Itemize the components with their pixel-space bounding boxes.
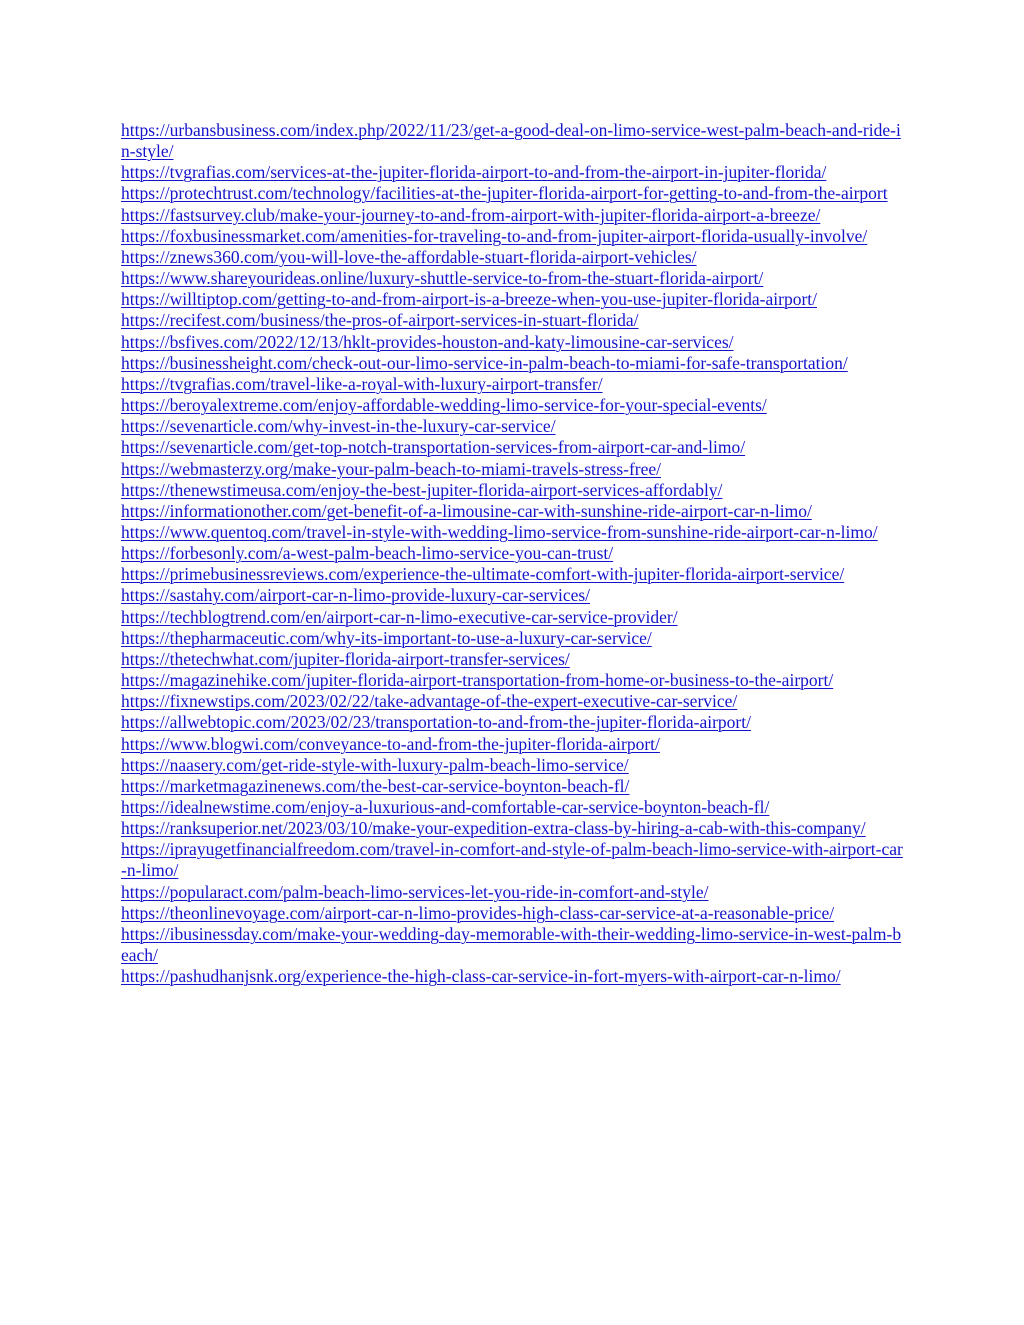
list-item	[121, 332, 906, 353]
list-item	[121, 628, 906, 649]
list-item	[121, 776, 906, 797]
link-28[interactable]: https://allwebtopic.com/2023/02/23/transportation-to-and-from-the-jupiter-florida-airport/	[121, 712, 751, 733]
link-26[interactable]: https://magazinehike.com/jupiter-florida-airport-transportation-from-home-or-business-to-the-airport/	[121, 670, 834, 691]
list-item	[121, 691, 906, 712]
link-22[interactable]: https://sastahy.com/airport-car-n-limo-provide-luxury-car-services/	[121, 585, 591, 606]
link-21[interactable]: https://primebusinessreviews.com/experience-the-ultimate-comfort-with-jupiter-florida-airport-service/	[121, 564, 845, 585]
link-1[interactable]: https://urbansbusiness.com/index.php/2022/11/23/get-a-good-deal-on-limo-service-west-palm-beach-and-ride-in-style/	[121, 120, 901, 162]
link-29[interactable]: https://www.blogwi.com/conveyance-to-and-from-the-jupiter-florida-airport/	[121, 733, 660, 754]
list-item	[121, 797, 906, 818]
list-item	[121, 670, 906, 691]
link-27[interactable]: https://fixnewstips.com/2023/02/22/take-advantage-of-the-expert-executive-car-service/	[121, 691, 738, 712]
link-25[interactable]: https://thetechwhat.com/jupiter-florida-airport-transfer-services/	[121, 648, 570, 669]
link-36[interactable]: https://theonlinevoyage.com/airport-car-n-limo-provides-high-class-car-service-at-a-reasonable-price/	[121, 902, 835, 923]
link-30[interactable]: https://naasery.com/get-ride-style-with-luxury-palm-beach-limo-service/	[121, 754, 629, 775]
list-item	[121, 839, 906, 881]
link-35[interactable]: https://popularact.com/palm-beach-limo-services-let-you-ride-in-comfort-and-style/	[121, 881, 709, 902]
list-item	[121, 268, 906, 289]
link-list	[121, 120, 906, 987]
list-item	[121, 818, 906, 839]
link-24[interactable]: https://thepharmaceutic.com/why-its-important-to-use-a-luxury-car-service/	[121, 627, 652, 648]
list-item	[121, 437, 906, 458]
list-item	[121, 120, 906, 162]
list-item	[121, 501, 906, 522]
list-item	[121, 755, 906, 776]
list-item	[121, 924, 906, 966]
link-6[interactable]: https://znews360.com/you-will-love-the-affordable-stuart-florida-airport-vehicles/	[121, 246, 697, 267]
link-4[interactable]: https://fastsurvey.club/make-your-journey-to-and-from-airport-with-jupiter-florida-airport-a-breeze/	[121, 204, 821, 225]
list-item	[121, 903, 906, 924]
link-23[interactable]: https://techblogtrend.com/en/airport-car-n-limo-executive-car-service-provider/	[121, 606, 678, 627]
list-item	[121, 162, 906, 183]
list-item	[121, 712, 906, 733]
link-38[interactable]: https://pashudhanjsnk.org/experience-the-high-class-car-service-in-fort-myers-with-airport-car-n-limo/	[121, 966, 841, 987]
link-19[interactable]: https://www.quentoq.com/travel-in-style-with-wedding-limo-service-from-sunshine-ride-airport-car-n-limo/	[121, 521, 878, 542]
list-item	[121, 522, 906, 543]
link-15[interactable]: https://sevenarticle.com/get-top-notch-transportation-services-from-airport-car-and-limo/	[121, 437, 746, 458]
link-5[interactable]: https://foxbusinessmarket.com/amenities-for-traveling-to-and-from-jupiter-airport-florida-usually-involve/	[121, 225, 868, 246]
list-item	[121, 543, 906, 564]
link-14[interactable]: https://sevenarticle.com/why-invest-in-the-luxury-car-service/	[121, 416, 556, 437]
list-item	[121, 416, 906, 437]
link-11[interactable]: https://businessheight.com/check-out-our-limo-service-in-palm-beach-to-miami-for-safe-transportation/	[121, 352, 848, 373]
list-item	[121, 734, 906, 755]
link-18[interactable]: https://informationother.com/get-benefit-of-a-limousine-car-with-sunshine-ride-airport-car-n-limo/	[121, 500, 812, 521]
link-16[interactable]: https://webmasterzy.org/make-your-palm-beach-to-miami-travels-stress-free/	[121, 458, 662, 479]
list-item	[121, 353, 906, 374]
link-33[interactable]: https://ranksuperior.net/2023/03/10/make-your-expedition-extra-class-by-hiring-a-cab-with-this-company/	[121, 818, 866, 839]
link-2[interactable]: https://tvgrafias.com/services-at-the-jupiter-florida-airport-to-and-from-the-airport-in-jupiter-florida/	[121, 162, 827, 183]
link-8[interactable]: https://willtiptop.com/getting-to-and-from-airport-is-a-breeze-when-you-use-jupiter-florida-airport/	[121, 289, 818, 310]
link-13[interactable]: https://beroyalextreme.com/enjoy-affordable-wedding-limo-service-for-your-special-events/	[121, 395, 767, 416]
link-37[interactable]: https://ibusinessday.com/make-your-wedding-day-memorable-with-their-wedding-limo-service-in-west-palm-beach/	[121, 923, 902, 966]
link-9[interactable]: https://recifest.com/business/the-pros-of-airport-services-in-stuart-florida/	[121, 310, 639, 331]
list-item	[121, 183, 906, 204]
list-item	[121, 310, 906, 331]
list-item	[121, 459, 906, 480]
list-item	[121, 882, 906, 903]
link-7[interactable]: https://www.shareyourideas.online/luxury-shuttle-service-to-from-the-stuart-florida-airport/	[121, 268, 764, 289]
link-34[interactable]: https://iprayugetfinancialfreedom.com/travel-in-comfort-and-style-of-palm-beach-limo-service-with-airport-car-n-limo/	[121, 839, 903, 881]
list-item	[121, 564, 906, 585]
list-item	[121, 649, 906, 670]
link-17[interactable]: https://thenewstimeusa.com/enjoy-the-best-jupiter-florida-airport-services-affordably/	[121, 479, 723, 500]
link-12[interactable]: https://tvgrafias.com/travel-like-a-royal-with-luxury-airport-transfer/	[121, 373, 603, 394]
list-item	[121, 374, 906, 395]
list-item	[121, 205, 906, 226]
link-10[interactable]: https://bsfives.com/2022/12/13/hklt-provides-houston-and-katy-limousine-car-services/	[121, 331, 734, 352]
list-item	[121, 585, 906, 606]
link-31[interactable]: https://marketmagazinenews.com/the-best-car-service-boynton-beach-fl/	[121, 775, 630, 796]
list-item	[121, 289, 906, 310]
list-item	[121, 247, 906, 268]
link-20[interactable]: https://forbesonly.com/a-west-palm-beach-limo-service-you-can-trust/	[121, 543, 614, 564]
list-item	[121, 395, 906, 416]
list-item	[121, 480, 906, 501]
link-32[interactable]: https://idealnewstime.com/enjoy-a-luxurious-and-comfortable-car-service-boynton-beach-fl/	[121, 797, 770, 817]
list-item	[121, 607, 906, 628]
list-item	[121, 226, 906, 247]
link-3[interactable]: https://protechtrust.com/technology/facilities-at-the-jupiter-florida-airport-for-getting-to-and-from-the-airport	[121, 183, 888, 204]
list-item	[121, 966, 906, 987]
